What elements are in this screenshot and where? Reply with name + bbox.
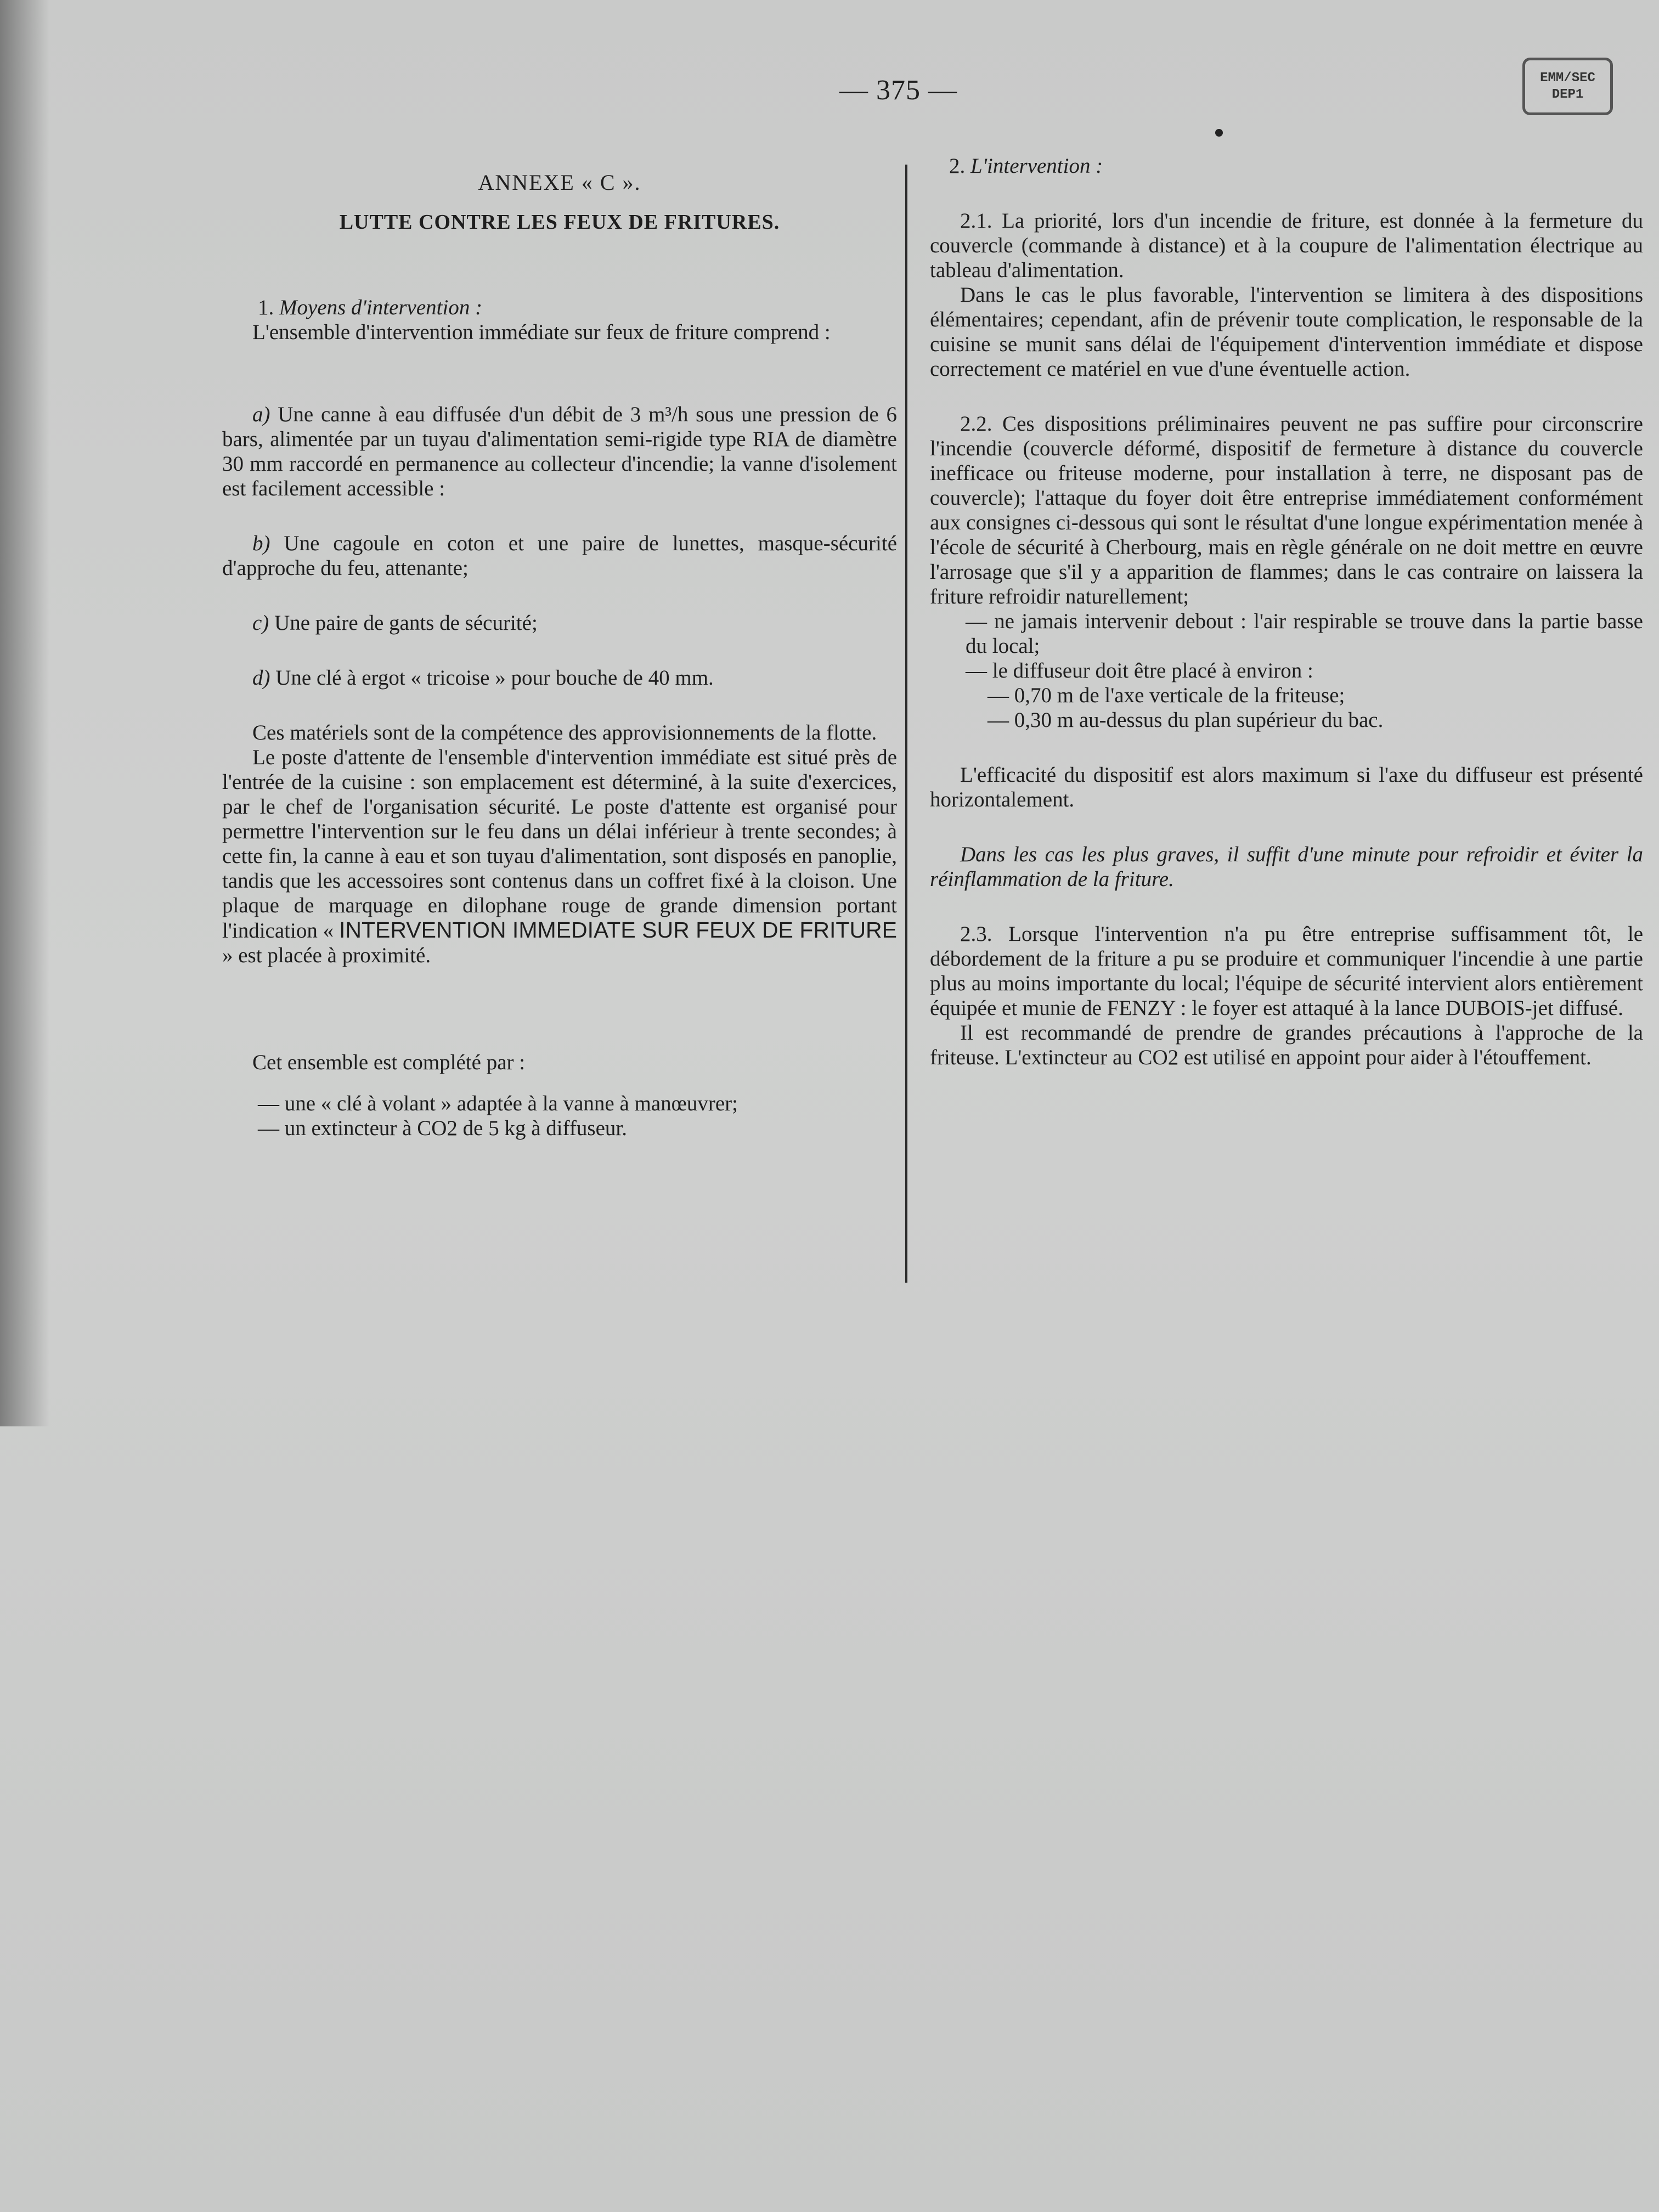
section-2-label: L'intervention : xyxy=(970,154,1103,178)
item-c xyxy=(222,611,897,635)
section-1-number: 1. xyxy=(258,296,279,319)
section-1-label: Moyens d'intervention : xyxy=(279,296,483,319)
stamp-line-2: DEP1 xyxy=(1551,87,1584,102)
right-column xyxy=(930,154,1643,1070)
instruction-dash-2: — le diffuseur doit être placé à environ : xyxy=(966,659,1313,682)
paragraph-2-1: 2.1. La priorité, lors d'un incendie de friture, est donnée à la fermeture du couvercle (commande à distance) et à la coupure de l'alimentation électrique au tableau d'alimentation. xyxy=(930,209,1643,282)
efficacy-paragraph: L'efficacité du dispositif est alors maximum si l'axe du diffuseur est présenté horizontalement. xyxy=(930,763,1643,811)
waiting-post-end: » est placée à proximité. xyxy=(222,944,431,967)
complement-item-2: — un extincteur à CO2 de 5 kg à diffuseur. xyxy=(258,1116,627,1140)
left-column xyxy=(222,165,897,1141)
column-divider xyxy=(905,165,907,1283)
item-d-text: Une clé à ergot « tricoise » pour bouche de 40 mm. xyxy=(270,666,714,690)
item-d xyxy=(222,665,897,690)
item-b xyxy=(222,531,897,580)
paragraph-2-3: 2.3. Lorsque l'intervention n'a pu être entreprise suffisamment tôt, le débordement de la friture a pu se produire et communiquer l'incendie à une partie plus au moins importante du local; l'équipe de sécurité intervient alors entièrement équipée et munie de FENZY : le foyer est attaqué à la lance DUBOIS-jet diffusé. xyxy=(930,922,1643,1020)
item-b-text: Une cagoule en coton et une paire de lunettes, masque-sécurité d'approche du feu, attenante; xyxy=(222,532,897,580)
paragraph-2-3-continued: Il est recommandé de prendre de grandes précautions à l'approche de la friteuse. L'extincteur au CO2 est utilisé en appoint pour aider à l'étouffement. xyxy=(930,1021,1643,1069)
waiting-post-text: Le poste d'attente de l'ensemble d'intervention immédiate est situé près de l'entrée de la cuisine : son emplacement est déterminé, à la suite d'exercices, par le chef de l'organisation sécurité. Le poste d'attente est organisé pour permettre l'intervention sur le feu dans un délai inférieur à trente secondes; à cette fin, la canne à eau et son tuyau d'alimentation, sont disposés en panoplie, tandis que les accessoires sont contenus dans un coffret fixé à la cloison. Une plaque de marquage en dilophane rouge de grande dimension portant l'indication « xyxy=(222,746,897,943)
instruction-sub-2: — 0,30 m au-dessus du plan supérieur du bac. xyxy=(988,708,1384,732)
ink-dot xyxy=(1215,129,1223,137)
marking-plate-text: INTERVENTION IMMEDIATE SUR FEUX DE FRITURE xyxy=(338,917,898,943)
item-b-letter: b) xyxy=(252,532,270,555)
annex-title: ANNEXE « C ». xyxy=(478,170,641,195)
instruction-sub-1: — 0,70 m de l'axe verticale de la friteuse; xyxy=(988,684,1345,707)
page-edge-shadow xyxy=(0,0,49,1426)
item-d-letter: d) xyxy=(252,666,270,690)
paragraph-2-1-continued: Dans le cas le plus favorable, l'intervention se limitera à des dispositions élémentaires; cependant, afin de prévenir toute complication, le responsable de la cuisine se munit sans délai de l'équipement d'intervention immédiate et dispose correctement ce matériel en vue d'une éventuelle action. xyxy=(930,283,1643,381)
annex-heading: LUTTE CONTRE LES FEUX DE FRITURES. xyxy=(339,211,780,234)
document-stamp xyxy=(1522,58,1613,115)
stamp-line-1: EMM/SEC xyxy=(1540,71,1595,86)
section-2-title xyxy=(930,154,1643,178)
section-2-number: 2. xyxy=(949,154,970,178)
section-1-title xyxy=(222,295,897,320)
supply-paragraph: Ces matériels sont de la compétence des approvisionnements de la flotte. xyxy=(252,721,877,744)
complement-intro: Cet ensemble est complété par : xyxy=(252,1051,526,1074)
paragraph-2-2: 2.2. Ces dispositions préliminaires peuvent ne pas suffire pour circonscrire l'incendie (couvercle déformé, dispositif de fermeture à distance du couvercle inefficace ou friteuse moderne, pour installation à terre, ne disposant pas de couvercle); l'attaque du foyer doit être entreprise immédiatement conformément aux consignes ci-dessous qui sont le résultat d'une longue expérimentation menée à l'école de sécurité à Cherbourg, mais en règle générale on ne doit mettre en œuvre l'arrosage que s'il y a apparition de flammes; dans le cas contraire on laissera la friture refroidir naturellement; xyxy=(930,412,1643,608)
waiting-post-paragraph xyxy=(222,745,897,968)
item-c-letter: c) xyxy=(252,611,269,635)
item-c-text: Une paire de gants de sécurité; xyxy=(269,611,538,635)
complement-item-1: — une « clé à volant » adaptée à la vanne à manœuvrer; xyxy=(258,1092,738,1115)
italic-note: Dans les cas les plus graves, il suffit d'une minute pour refroidir et éviter la réinflammation de la friture. xyxy=(930,843,1643,891)
item-a-text: Une canne à eau diffusée d'un débit de 3 m³/h sous une pression de 6 bars, alimentée par un tuyau d'alimentation semi-rigide type RIA de diamètre 30 mm raccordé en permanence au collecteur d'incendie; la vanne d'isolement est facilement accessible : xyxy=(222,403,897,500)
item-a xyxy=(222,402,897,501)
item-a-letter: a) xyxy=(252,403,270,426)
section-1-intro: L'ensemble d'intervention immédiate sur feux de friture comprend : xyxy=(252,320,831,344)
page-number: — 375 — xyxy=(839,75,957,106)
instruction-dash-1: — ne jamais intervenir debout : l'air respirable se trouve dans la partie basse du local; xyxy=(966,610,1643,658)
